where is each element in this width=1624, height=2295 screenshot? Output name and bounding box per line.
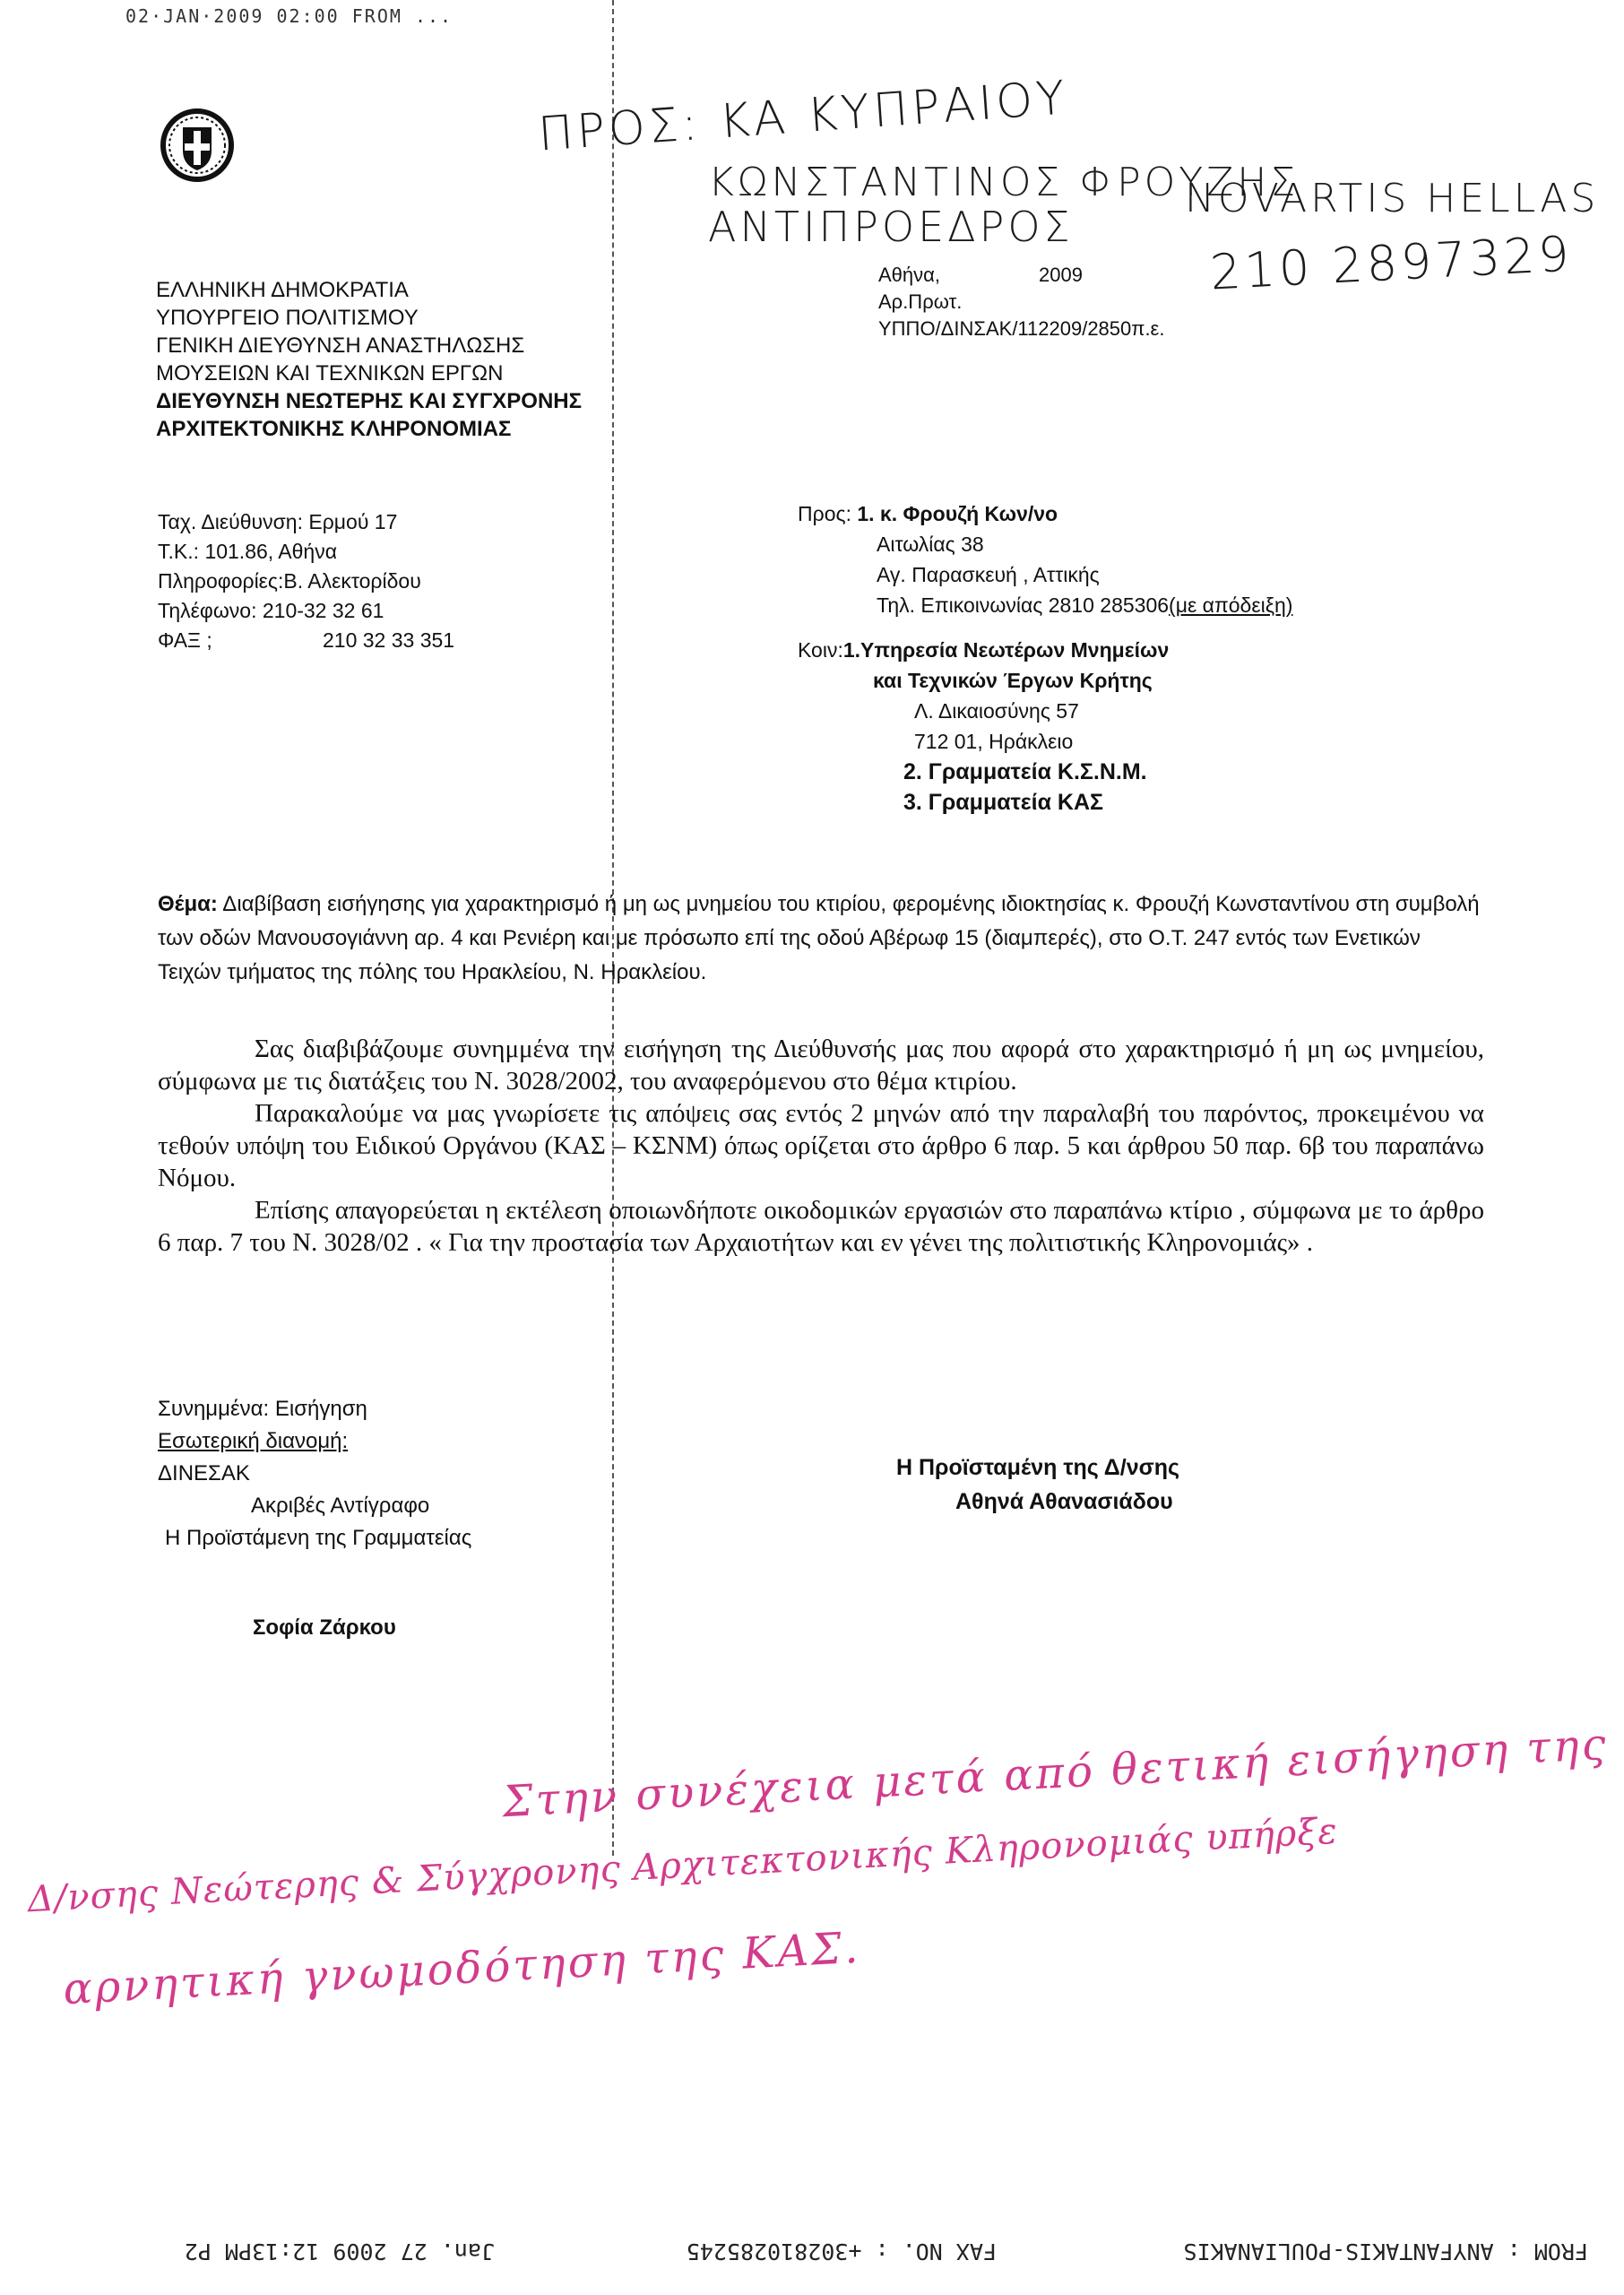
protocol-label: Αρ.Πρωτ. [878, 290, 963, 313]
cc1-line-4: 712 01, Ηράκλειο [914, 730, 1074, 753]
cc1-line-3: Λ. Δικαιοσύνης 57 [914, 699, 1079, 723]
internal-distribution-value: ΔΙΝΕΣΑΚ [158, 1461, 250, 1485]
letter-body [158, 1033, 1484, 1259]
cc1-line-2: και Τεχνικών Έργων Κρήτης [873, 669, 1153, 692]
fax-value: 210 32 33 351 [323, 628, 455, 652]
cc-label: Κοιν: [798, 638, 843, 662]
handwritten-line-2: ΚΩΝΣΤΑΝΤΙΝΟΣ ΦΡΟΥΖΗΣ [708, 160, 1300, 205]
address-value: Ερμού 17 [308, 510, 398, 533]
to-phone-note: (με απόδειξη) [1169, 593, 1293, 617]
body-paragraph-1: Σας διαβιβάζουμε συνημμένα την εισήγηση της Διεύθυνσής μας που αφορά στο χαρακτηρισμό ή μη ως μνημείου, σύμφωνα με τις διατάξεις του Ν. 3028/2002, του αναφερόμενου στο θέμα κτιρίου. [158, 1035, 1484, 1096]
handwritten-note-line-2: Δ/νσης Νεώτερης & Σύγχρονης Αρχιτεκτονικής Κληρονομιάς υπήρξε [26, 1810, 1339, 1921]
to-city: Αγ. Παρασκευή , Αττικής [877, 563, 1100, 586]
sender-line-6: ΑΡΧΙΤΕΚΤΟΝΙΚΗΣ ΚΛΗΡΟΝΟΜΙΑΣ [156, 417, 512, 441]
fax-footer-date: Jan. 27 2009 12:13PM P2 [184, 2239, 495, 2265]
cc1-line-1: 1.Υπηρεσία Νεωτέρων Μνημείων [842, 638, 1170, 662]
handwritten-line-1: ΠΡΟΣ: ΚΑ ΚΥΠΡΑΙΟΥ [536, 71, 1070, 162]
cc3: 3. Γραμματεία ΚΑΣ [903, 790, 1104, 815]
postal-value: 101.86, Αθήνα [204, 540, 338, 563]
info-label: Πληροφορίες: [158, 569, 284, 593]
signature-name: Αθηνά Αθανασιάδου [955, 1489, 1173, 1514]
subject-label: Θέμα: [158, 892, 218, 916]
handwritten-note-line-3: αρνητική γνωμοδότηση της ΚΑΣ. [62, 1922, 862, 2015]
sender-line-3: ΓΕΝΙΚΗ ΔΙΕΥΘΥΝΣΗ ΑΝΑΣΤΗΛΩΣΗΣ [156, 333, 525, 358]
date-block [878, 262, 1164, 342]
contact-block [158, 507, 454, 655]
signature-block [896, 1451, 1179, 1519]
internal-distribution-label: Εσωτερική διανομή: [158, 1429, 349, 1453]
body-paragraph-2: Παρακαλούμε να μας γνωρίσετε τις απόψεις σας εντός 2 μηνών από την παραλαβή του παρόντος, προκειμένου να τεθούν υπόψη του Ειδικού Οργάνου (ΚΑΣ – ΚΣΝΜ) όπως ορίζεται στο άρθρο 6 παρ. 5 και άρθρου 50 παρ. 6β του παραπάνω Νόμου. [158, 1099, 1484, 1192]
recipient-block [798, 498, 1292, 818]
subject-block [158, 888, 1484, 990]
date-year: 2009 [1038, 264, 1083, 286]
fax-header-top: 02·JAN·2009 02:00 FROM ... [125, 5, 454, 27]
attached-label: Συνημμένα: Εισήγηση [158, 1397, 367, 1421]
exact-copy-label: Ακριβές Αντίγραφο [251, 1494, 430, 1518]
cc2: 2. Γραμματεία Κ.Σ.Ν.Μ. [903, 759, 1147, 784]
phone-label: Τηλέφωνο: [158, 599, 257, 622]
handwritten-phone: 210 2897329 [1208, 225, 1575, 301]
signature-title: Η Προϊσταμένη της Δ/νσης [896, 1455, 1180, 1480]
fax-label: ΦΑΞ ; [158, 628, 212, 652]
fax-footer-from: FROM : ANYFANTAKIS-POULIANAKIS [1183, 2239, 1588, 2265]
address-label: Ταχ. Διεύθυνση: [158, 510, 303, 533]
secretary-name: Σοφία Ζάρκου [253, 1615, 396, 1640]
handwritten-note-line-1: Στην συνέχεια μετά από θετική εισήγηση της [501, 1719, 1610, 1828]
handwritten-line-3: ΑΝΤΙΠΡΟΕΔΡΟΣ [708, 203, 1074, 251]
sender-line-1: ΕΛΛΗΝΙΚΗ ΔΗΜΟΚΡΑΤΙΑ [156, 278, 409, 302]
subject-text: Διαβίβαση εισήγησης για χαρακτηρισμό ή μη ως μνημείου του κτιρίου, φερομένης ιδιοκτησίας κ. Φρουζή Κωνσταντίνου στη συμβολή των οδών Μανουσογιάννη αρ. 4 και Ρενιέρη και με πρόσωπο επί της οδού Αβέρωφ 15 (διαμπερές), στο Ο.Τ. 247 εντός των Ενετικών Τειχών τμήματος της πόλης του Ηρακλείου, Ν. Ηρακλείου. [158, 892, 1480, 984]
info-value: Β. Αλεκτορίδου [283, 569, 421, 593]
secretary-title: Η Προϊστάμενη της Γραμματείας [165, 1526, 472, 1550]
body-paragraph-3: Επίσης απαγορεύεται η εκτέλεση οποιωνδήποτε οικοδομικών εργασιών στο παραπάνω κτίριο , σύμφωνα με το άρθρο 6 παρ. 7 του Ν. 3028/02 . « Για την προστασία των Αρχαιοτήτων και εν γένει της πολιτιστικής Κληρονομιάς» . [158, 1196, 1484, 1257]
greek-coat-of-arms-icon [158, 106, 237, 185]
handwritten-company: NOVARTIS HELLAS [1185, 176, 1600, 221]
sender-line-5: ΔΙΕΥΘΥΝΣΗ ΝΕΩΤΕΡΗΣ ΚΑΙ ΣΥΓΧΡΟΝΗΣ [156, 389, 583, 413]
protocol-value: ΥΠΠΟ/ΔΙΝΣΑΚ/112209/2850π.ε. [878, 317, 1165, 340]
sender-line-2: ΥΠΟΥΡΓΕΙΟ ΠΟΛΙΤΙΣΜΟΥ [156, 306, 419, 330]
to-name: 1. κ. Φρουζή Κων/νο [857, 502, 1058, 525]
sender-block [156, 276, 582, 443]
fax-footer [0, 2229, 1624, 2265]
postal-label: Τ.Κ.: [158, 540, 200, 563]
enclosures-block [158, 1393, 471, 1644]
to-phone: Τηλ. Επικοινωνίας 2810 285306 [877, 593, 1170, 617]
sender-line-4: ΜΟΥΣΕΙΩΝ ΚΑΙ ΤΕΧΝΙΚΩΝ ΕΡΓΩΝ [156, 361, 504, 385]
phone-value: 210-32 32 61 [262, 599, 384, 622]
date-place: Αθήνα, [878, 264, 940, 286]
to-label: Προς: [798, 502, 851, 525]
fax-footer-number: FAX NO. : +302810285245 [686, 2239, 997, 2265]
to-street: Αιτωλίας 38 [877, 533, 984, 556]
